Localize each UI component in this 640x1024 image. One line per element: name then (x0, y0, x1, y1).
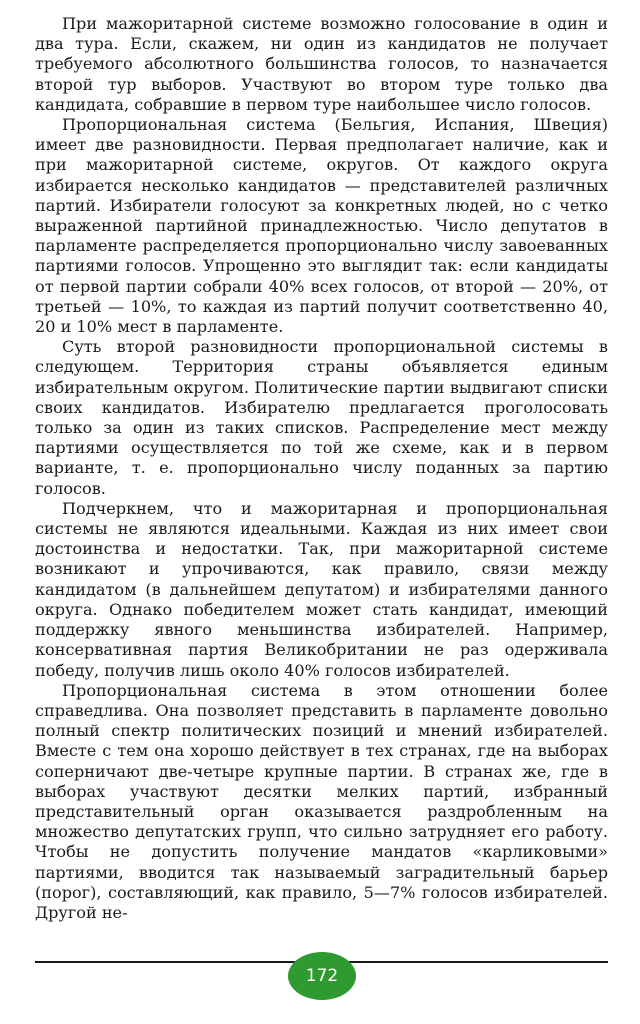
body-text (35, 14, 608, 923)
paragraph-proportional-second-variant: Суть второй разновидности пропорциональной системы в следующем. Территория страны объявляется единым избирательным округом. Политические партии выдвигают списки своих кандидатов. Избирателю предлагается проголосовать только за один из таких списков. Распределение мест между партиями осуществляется по той же схеме, как и в первом варианте, т. е. пропорционально числу поданных за партию голосов. (35, 337, 608, 498)
paragraph-proportional-first-variant: Пропорциональная система (Бельгия, Испания, Швеция) имеет две разновидности. Первая предполагает наличие, как и при мажоритарной системе, округов. От каждого округа избирается несколько кандидатов — представителей различных партий. Избиратели голосуют за конкретных людей, но с четко выраженной партийной принадлежностью. Число депутатов в парламенте распределяется пропорционально числу завоеванных партиями голосов. Упрощенно это выглядит так: если кандидаты от первой партии собрали 40% всех голосов, от второй — 20%, от третьей — 10%, то каждая из партий получит соответственно 40, 20 и 10% мест в парламенте. (35, 115, 608, 337)
paragraph-majoritarian-rounds: При мажоритарной системе возможно голосование в один и два тура. Если, скажем, ни один из кандидатов не получает требуемого абсолютного большинства голосов, то назначается второй тур выборов. Участвуют во втором туре только два кандидата, собравшие в первом туре наибольшее число голосов. (35, 14, 608, 114)
paragraph-systems-comparison: Подчеркнем, что и мажоритарная и пропорциональная системы не являются идеальными. Каждая из них имеет свои достоинства и недостатки. Так, при мажоритарной системе возникают и упрочиваются, как правило, связи между кандидатом (в дальнейшем депутатом) и избирателями данного округа. Однако победителем может стать кандидат, имеющий поддержку явного меньшинства избирателей. Например, консервативная партия Великобритании не раз одерживала победу, получив лишь около 40% голосов избирателей. (35, 498, 608, 680)
paragraph-proportional-fairness: Пропорциональная система в этом отношении более справедлива. Она позволяет представить в парламенте довольно полный спектр политических позиций и мнений избирателей. Вместе с тем она хорошо действует в тех странах, где на выборах соперничают две-четыре крупные партии. В странах же, где в выборах участвуют десятки мелких партий, избранный представительный орган оказывается раздробленным на множество депутатских групп, что сильно затрудняет его работу. Чтобы не допустить получение мандатов «карликовыми» партиями, вводится так называемый заградительный барьер (порог), составляющий, как правило, 5—7% голосов избирателей. Другой не- (35, 680, 608, 922)
page-number-badge: 172 (288, 952, 356, 1000)
